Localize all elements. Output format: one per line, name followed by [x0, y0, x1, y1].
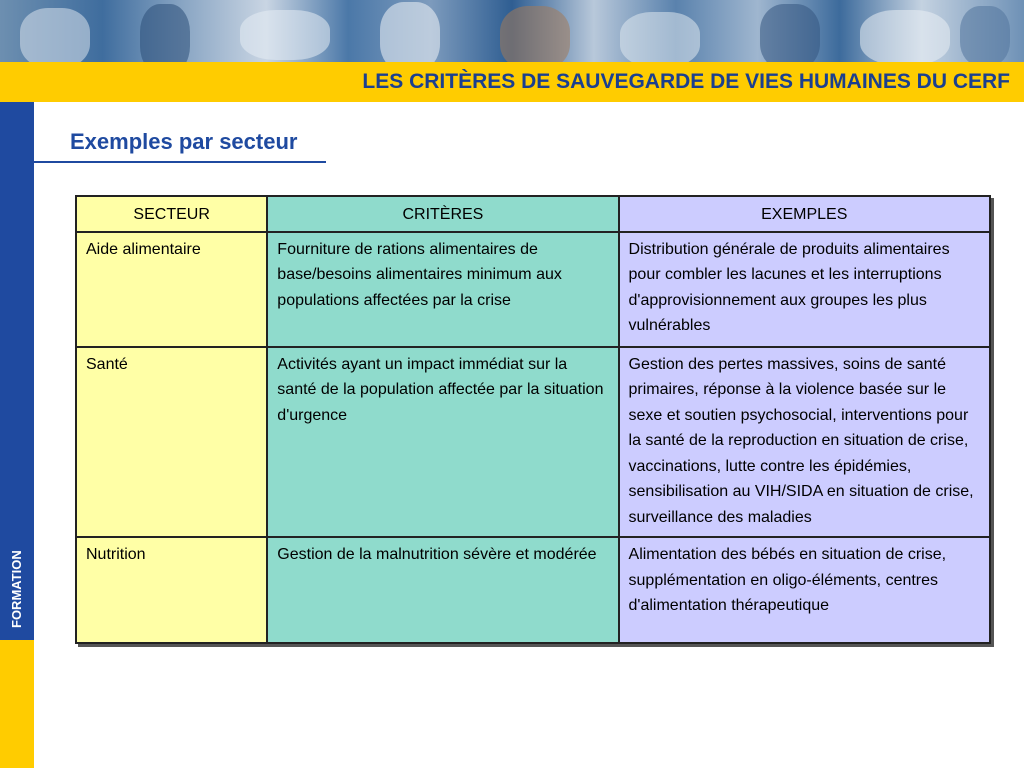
- table-row: [76, 537, 990, 643]
- sidebar-yellow-band: [0, 640, 34, 768]
- header-photo-banner: [0, 0, 1024, 62]
- subtitle-underline: [34, 161, 326, 163]
- header-cell-examples: EXEMPLES: [619, 196, 990, 232]
- title-bar: [0, 62, 1024, 102]
- cell-examples: Distribution générale de produits alimentaires pour combler les lacunes et les interruptions d'approvisionnement aux groupes les plus vulnérables: [619, 232, 990, 347]
- section-subtitle: Exemples par secteur: [70, 129, 298, 154]
- criteria-table: [75, 195, 991, 644]
- page-title: LES CRITÈRES DE SAUVEGARDE DE VIES HUMAINES DU CERF: [362, 70, 1010, 93]
- table-row: [76, 232, 990, 347]
- cell-examples: Gestion des pertes massives, soins de santé primaires, réponse à la violence basée sur le sexe et soutien psychosocial, interventions pour la santé de la reproduction en situation de crise, vaccinations, lutte contre les épidémies, sensibilisation au VIH/SIDA en situation de crise, surveillance des maladies: [619, 347, 990, 538]
- cell-criteria: Activités ayant un impact immédiat sur la santé de la population affectée par la situation d'urgence: [267, 347, 618, 538]
- cell-sector: Aide alimentaire: [76, 232, 267, 347]
- cell-criteria: Fourniture de rations alimentaires de base/besoins alimentaires minimum aux populations affectées par la crise: [267, 232, 618, 347]
- cell-sector: Nutrition: [76, 537, 267, 643]
- table-row: [76, 347, 990, 538]
- sidebar-label: FORMATION: [9, 550, 24, 628]
- header-cell-criteria: CRITÈRES: [267, 196, 618, 232]
- table-header-row: [76, 196, 990, 232]
- cell-sector: Santé: [76, 347, 267, 538]
- header-cell-sector: SECTEUR: [76, 196, 267, 232]
- cell-examples: Alimentation des bébés en situation de crise, supplémentation en oligo-éléments, centres d'alimentation thérapeutique: [619, 537, 990, 643]
- cell-criteria: Gestion de la malnutrition sévère et modérée: [267, 537, 618, 643]
